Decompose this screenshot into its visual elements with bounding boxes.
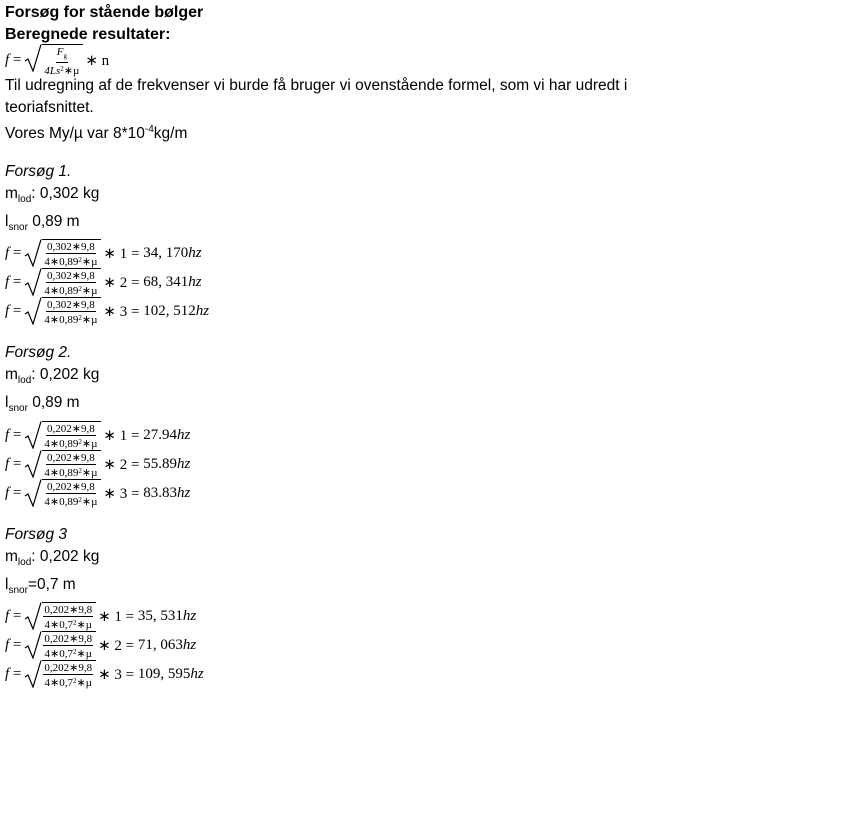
calc-lhs: f [5,426,10,443]
calc-formula [5,602,855,631]
square-root [24,479,101,508]
calc-result: 35, 531 [137,607,183,624]
calc-denominator [43,283,98,297]
radical-icon [24,268,42,296]
experiment-block [5,145,855,326]
calc-denominator-sup: 2 [72,676,77,685]
calc-denominator [43,254,98,268]
calc-multiplier: ∗ 1 = [103,246,140,263]
calc-fraction [43,299,98,326]
formula-numerator-sub: g [63,52,67,61]
calc-multiplier: ∗ 2 = [98,637,135,654]
calc-denominator-sup: 2 [78,466,82,475]
calc-lhs: f [5,636,10,653]
formula-equals: = [12,52,22,68]
calc-unit: hz [176,426,191,443]
calc-lhs: f [5,607,10,624]
radical-icon [24,631,42,659]
length-line [5,392,855,420]
calc-denominator-sup: 2 [78,437,82,446]
calc-unit: hz [190,665,204,682]
calc-result: 83.83 [143,484,177,501]
experiments-list [5,145,855,689]
calc-denominator [43,312,98,326]
calc-denominator [43,494,98,508]
formula-rows [5,239,855,326]
length-value: =0,7 m [27,575,76,593]
mu-prefix: Vores My/µ var 8*10 [5,125,145,143]
experiment-heading: Forsøg 3 [5,525,68,543]
calc-multiplier: ∗ 2 = [103,275,140,292]
calc-denominator-tail: ∗µ [81,256,98,269]
calc-multiplier: ∗ 3 = [98,666,135,683]
section-subtitle: Beregnede resultater: [5,26,171,43]
calc-equals: = [12,636,22,653]
square-root [24,421,101,450]
calc-equals: = [12,665,22,682]
calc-numerator: 0,302∗9,8 [47,299,95,312]
square-root [24,450,101,479]
formula-rows [5,421,855,508]
calc-result: 55.89 [143,455,177,472]
calc-denominator-sup: 2 [78,285,82,294]
length-value: 0,89 m [27,394,80,412]
mu-suffix: kg/m [153,125,188,143]
radical-icon [24,421,42,449]
calc-numerator: 0,202∗9,8 [47,480,95,493]
calc-denominator-sup: 2 [78,314,82,323]
calc-unit: hz [176,455,191,472]
calc-result: 68, 341 [143,274,189,291]
general-formula [5,45,855,78]
radical-icon [24,479,42,507]
mass-label: m [5,185,18,203]
calc-denominator-sup: 2 [78,495,82,504]
calc-denominator-base: 4∗0,7 [44,618,73,631]
calc-unit: hz [188,245,202,262]
mass-line [5,546,855,574]
calc-denominator-tail: ∗µ [81,466,98,479]
calc-denominator [43,465,98,479]
calc-denominator-tail: ∗µ [81,437,98,450]
calc-numerator: 0,202∗9,8 [44,661,93,674]
square-root [24,602,96,631]
calc-fraction [43,662,93,689]
calc-numerator: 0,202∗9,8 [47,422,95,435]
mu-exponent: -4 [144,124,154,135]
length-sub: snor [8,584,28,596]
calc-multiplier: ∗ 1 = [103,427,140,444]
experiment-block [5,326,855,507]
calc-denominator-base: 4∗0,89 [44,466,79,479]
radical-icon [24,239,42,267]
calc-lhs: f [5,665,10,682]
mu-line [5,119,855,145]
calc-multiplier: ∗ 3 = [103,485,140,502]
calc-unit: hz [182,607,197,624]
calc-equals: = [12,426,22,443]
formula-fraction [43,46,80,77]
length-value: 0,89 m [27,213,80,231]
calc-denominator-sup: 2 [72,647,77,656]
calc-fraction [43,241,98,268]
calc-denominator-tail: ∗µ [76,676,93,689]
radical-icon [24,297,42,325]
calc-unit: hz [182,636,197,653]
formula-lhs: f [5,52,10,68]
document [5,2,855,689]
experiment-heading: Forsøg 1. [5,163,72,181]
intro-text-1: Til udregning af de frekvenser vi burde få bruger vi ovenstående formel, som vi har udredt i [5,77,628,94]
radical-icon [24,660,42,688]
calc-denominator-tail: ∗µ [76,647,93,660]
calc-formula [5,631,855,660]
square-root [24,239,101,268]
formula-tail: ∗ n [85,53,110,69]
calc-multiplier: ∗ 3 = [103,304,140,321]
length-line [5,574,855,602]
calc-lhs: f [5,455,10,472]
mass-value: : 0,302 kg [31,185,100,203]
calc-lhs: f [5,245,10,262]
formula-rows [5,602,855,689]
calc-denominator-sup: 2 [78,256,82,265]
calc-denominator-tail: ∗µ [81,285,98,298]
calc-fraction [43,270,98,297]
square-root [24,660,96,689]
mass-sub: lod [17,556,32,568]
intro-text-2: teoriafsnittet. [5,99,94,116]
calc-denominator-base: 4∗0,89 [44,256,79,269]
formula-denominator-sup: 2 [60,65,64,74]
calc-numerator: 0,202∗9,8 [44,603,93,616]
calc-result: 34, 170 [143,245,189,262]
calc-formula [5,479,855,508]
calc-lhs: f [5,484,10,501]
calc-numerator: 0,202∗9,8 [47,451,95,464]
calc-unit: hz [176,484,191,501]
mass-value: : 0,202 kg [31,366,100,384]
calc-unit: hz [188,274,202,291]
calc-denominator-base: 4∗0,7 [44,676,73,689]
calc-result: 27.94 [143,426,177,443]
mass-value: : 0,202 kg [31,547,100,565]
calc-numerator: 0,302∗9,8 [47,270,95,283]
mass-sub: lod [17,194,32,206]
square-root [24,44,83,77]
square-root [24,268,101,297]
calc-fraction [43,481,98,508]
calc-fraction [43,633,93,660]
mass-line [5,364,855,392]
page-title: Forsøg for stående bølger [5,4,204,21]
calc-result: 109, 595 [137,665,191,682]
length-line [5,211,855,239]
square-root [24,631,96,660]
length-sub: snor [8,403,28,415]
mass-line [5,183,855,211]
calc-denominator-base: 4∗0,89 [44,314,79,327]
calc-fraction [43,604,93,631]
calc-formula [5,297,855,326]
calc-denominator-sup: 2 [72,618,77,627]
formula-denominator-tail: ∗µ [63,65,80,78]
formula-numerator: F [56,45,64,58]
calc-multiplier: ∗ 1 = [98,608,135,625]
calc-unit: hz [195,303,210,320]
calc-denominator-tail: ∗µ [81,314,98,327]
calc-multiplier: ∗ 2 = [103,456,140,473]
calc-lhs: f [5,274,10,291]
calc-result: 102, 512 [143,303,196,320]
calc-formula [5,660,855,689]
calc-result: 71, 063 [137,636,183,653]
mass-sub: lod [17,375,32,387]
calc-denominator-base: 4∗0,7 [44,647,73,660]
calc-denominator [43,617,93,631]
calc-denominator [43,675,93,689]
calc-equals: = [12,455,22,472]
experiment-block [5,508,855,689]
formula-denominator: 4Ls [44,65,61,78]
calc-equals: = [12,274,22,291]
calc-numerator: 0,302∗9,8 [47,241,95,254]
calc-denominator-base: 4∗0,89 [44,437,79,450]
calc-denominator [43,436,98,450]
length-label: l [5,213,9,231]
calc-formula [5,421,855,450]
length-sub: snor [8,222,28,234]
calc-denominator [43,646,93,660]
calc-fraction [43,423,98,450]
calc-denominator-tail: ∗µ [81,495,98,508]
radical-icon [24,450,42,478]
calc-formula [5,450,855,479]
radical-icon [24,602,42,630]
calc-denominator-base: 4∗0,89 [44,495,79,508]
calc-fraction [43,452,98,479]
mass-label: m [5,547,18,565]
calc-equals: = [12,303,22,320]
length-label: l [5,575,9,593]
calc-equals: = [12,245,22,262]
calc-denominator-base: 4∗0,89 [44,285,79,298]
radical-icon [24,44,42,72]
calc-equals: = [12,607,22,624]
mass-label: m [5,366,18,384]
calc-lhs: f [5,303,10,320]
calc-formula [5,239,855,268]
calc-equals: = [12,484,22,501]
length-label: l [5,394,9,412]
experiment-heading: Forsøg 2. [5,344,72,362]
calc-formula [5,268,855,297]
calc-denominator-tail: ∗µ [76,618,93,631]
calc-numerator: 0,202∗9,8 [44,632,93,645]
square-root [24,297,101,326]
